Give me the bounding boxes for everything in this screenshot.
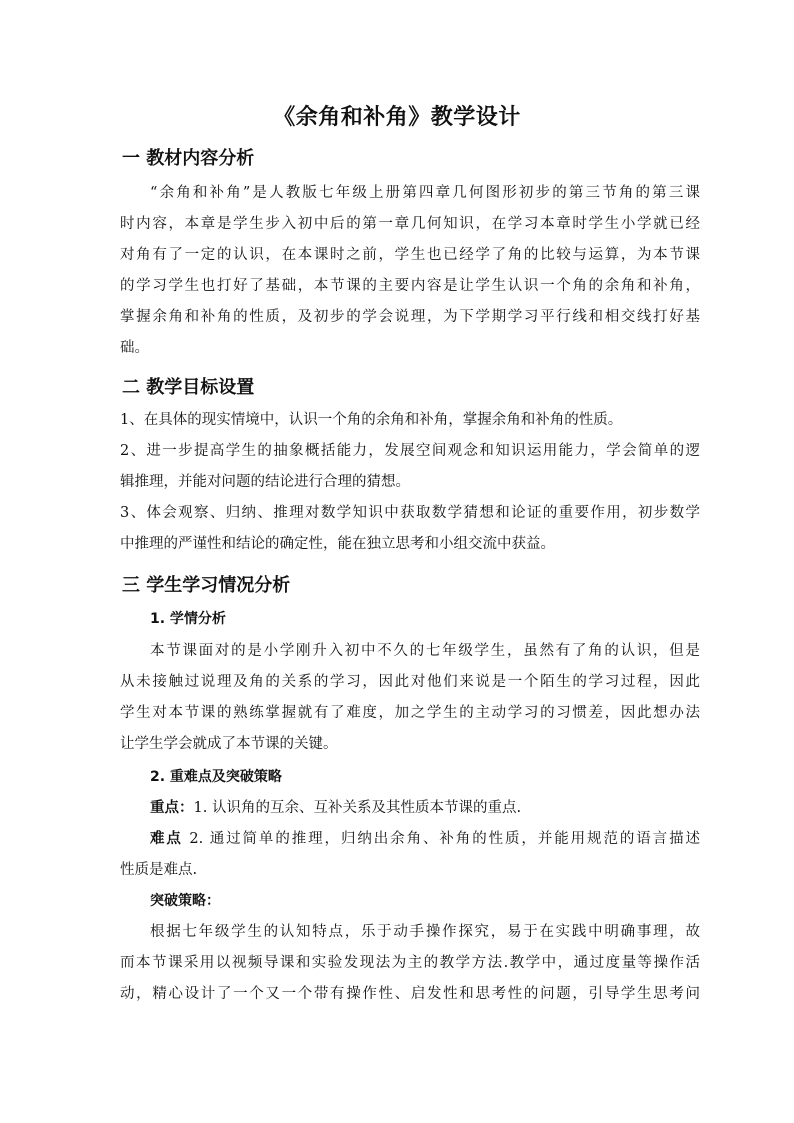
key-point-label: 重点： <box>150 800 194 816</box>
goal-item: 2、进一步提高学生的抽象概括能力，发展空间观念和知识运用能力，学会简单的逻 <box>120 443 700 459</box>
key-point-line <box>120 793 700 824</box>
section-heading-1: 一 教材内容分析 <box>122 148 255 169</box>
goal-item: 辑推理，并能对问题的结论进行合理的猜想。 <box>120 474 410 490</box>
subheading-strategy: 突破策略： <box>150 893 220 909</box>
section-2-list <box>120 405 700 560</box>
section-heading-3: 三 学生学习情况分析 <box>122 575 291 596</box>
difficult-point-line <box>120 824 700 855</box>
difficult-point-line-2: 性质是难点. <box>120 862 198 878</box>
difficult-point-label: 难点 <box>150 831 183 847</box>
key-difficult-block <box>120 793 700 886</box>
key-point-text: 1. 认识角的互余、互补关系及其性质本节课的重点. <box>193 800 522 816</box>
strategy-paragraph <box>120 917 700 1010</box>
subheading-key-points: 2. 重难点及突破策略 <box>150 769 282 785</box>
paragraph-line: 对角有了一定的认识，在本课时之前，学生也已经学了角的比较与运算，为本节课 <box>120 247 700 263</box>
paragraph-line: 础。 <box>120 340 149 356</box>
goal-item: 3、体会观察、归纳、推理对数学知识中获取数学猜想和论证的重要作用，初步数学 <box>120 505 700 521</box>
paragraph-line: 根据七年级学生的认知特点，乐于动手操作探究，易于在实践中明确事理，故 <box>150 924 700 940</box>
paragraph-line: 的学习学生也打好了基础，本节课的主要内容是让学生认识一个角的余角和补角， <box>120 278 700 294</box>
paragraph-line: 从未接触过说理及角的关系的学习，因此对他们来说是一个陌生的学习过程，因此 <box>120 674 700 690</box>
paragraph-line: 掌握余角和补角的性质，及初步的学会说理，为下学期学习平行线和相交线打好基 <box>120 309 700 325</box>
section-heading-2: 二 教学目标设置 <box>122 377 255 398</box>
section-1-paragraph <box>120 178 700 364</box>
paragraph-line: 时内容，本章是学生步入初中后的第一章几何知识，在学习本章时学生小学就已经 <box>120 216 700 232</box>
goal-item: 1、在具体的现实情境中，认识一个角的余角和补角，掌握余角和补角的性质。 <box>120 412 623 428</box>
document-title: 《余角和补角》教学设计 <box>273 105 521 130</box>
paragraph-line: “余角和补角”是人教版七年级上册第四章几何图形初步的第三节角的第三课 <box>150 185 700 201</box>
paragraph-line: 本节课面对的是小学刚升入初中不久的七年级学生，虽然有了角的认识，但是 <box>150 643 700 659</box>
goal-item: 中推理的严谨性和结论的确定性，能在独立思考和小组交流中获益。 <box>120 536 555 552</box>
paragraph-line: 学生对本节课的熟练掌握就有了难度，加之学生的主动学习的习惯差，因此想办法 <box>120 705 700 721</box>
learning-analysis-paragraph <box>120 636 700 760</box>
paragraph-line: 让学生学会就成了本节课的关键。 <box>120 736 338 752</box>
difficult-point-text: 2. 通过简单的推理，归纳出余角、补角的性质，并能用规范的语言描述 <box>182 831 701 847</box>
paragraph-line: 动，精心设计了一个又一个带有操作性、启发性和思考性的问题，引导学生思考问 <box>120 986 700 1002</box>
paragraph-line: 而本节课采用以视频导课和实验发现法为主的教学方法.教学中，通过度量等操作活 <box>120 955 700 971</box>
subheading-learning-analysis: 1. 学情分析 <box>150 611 226 627</box>
